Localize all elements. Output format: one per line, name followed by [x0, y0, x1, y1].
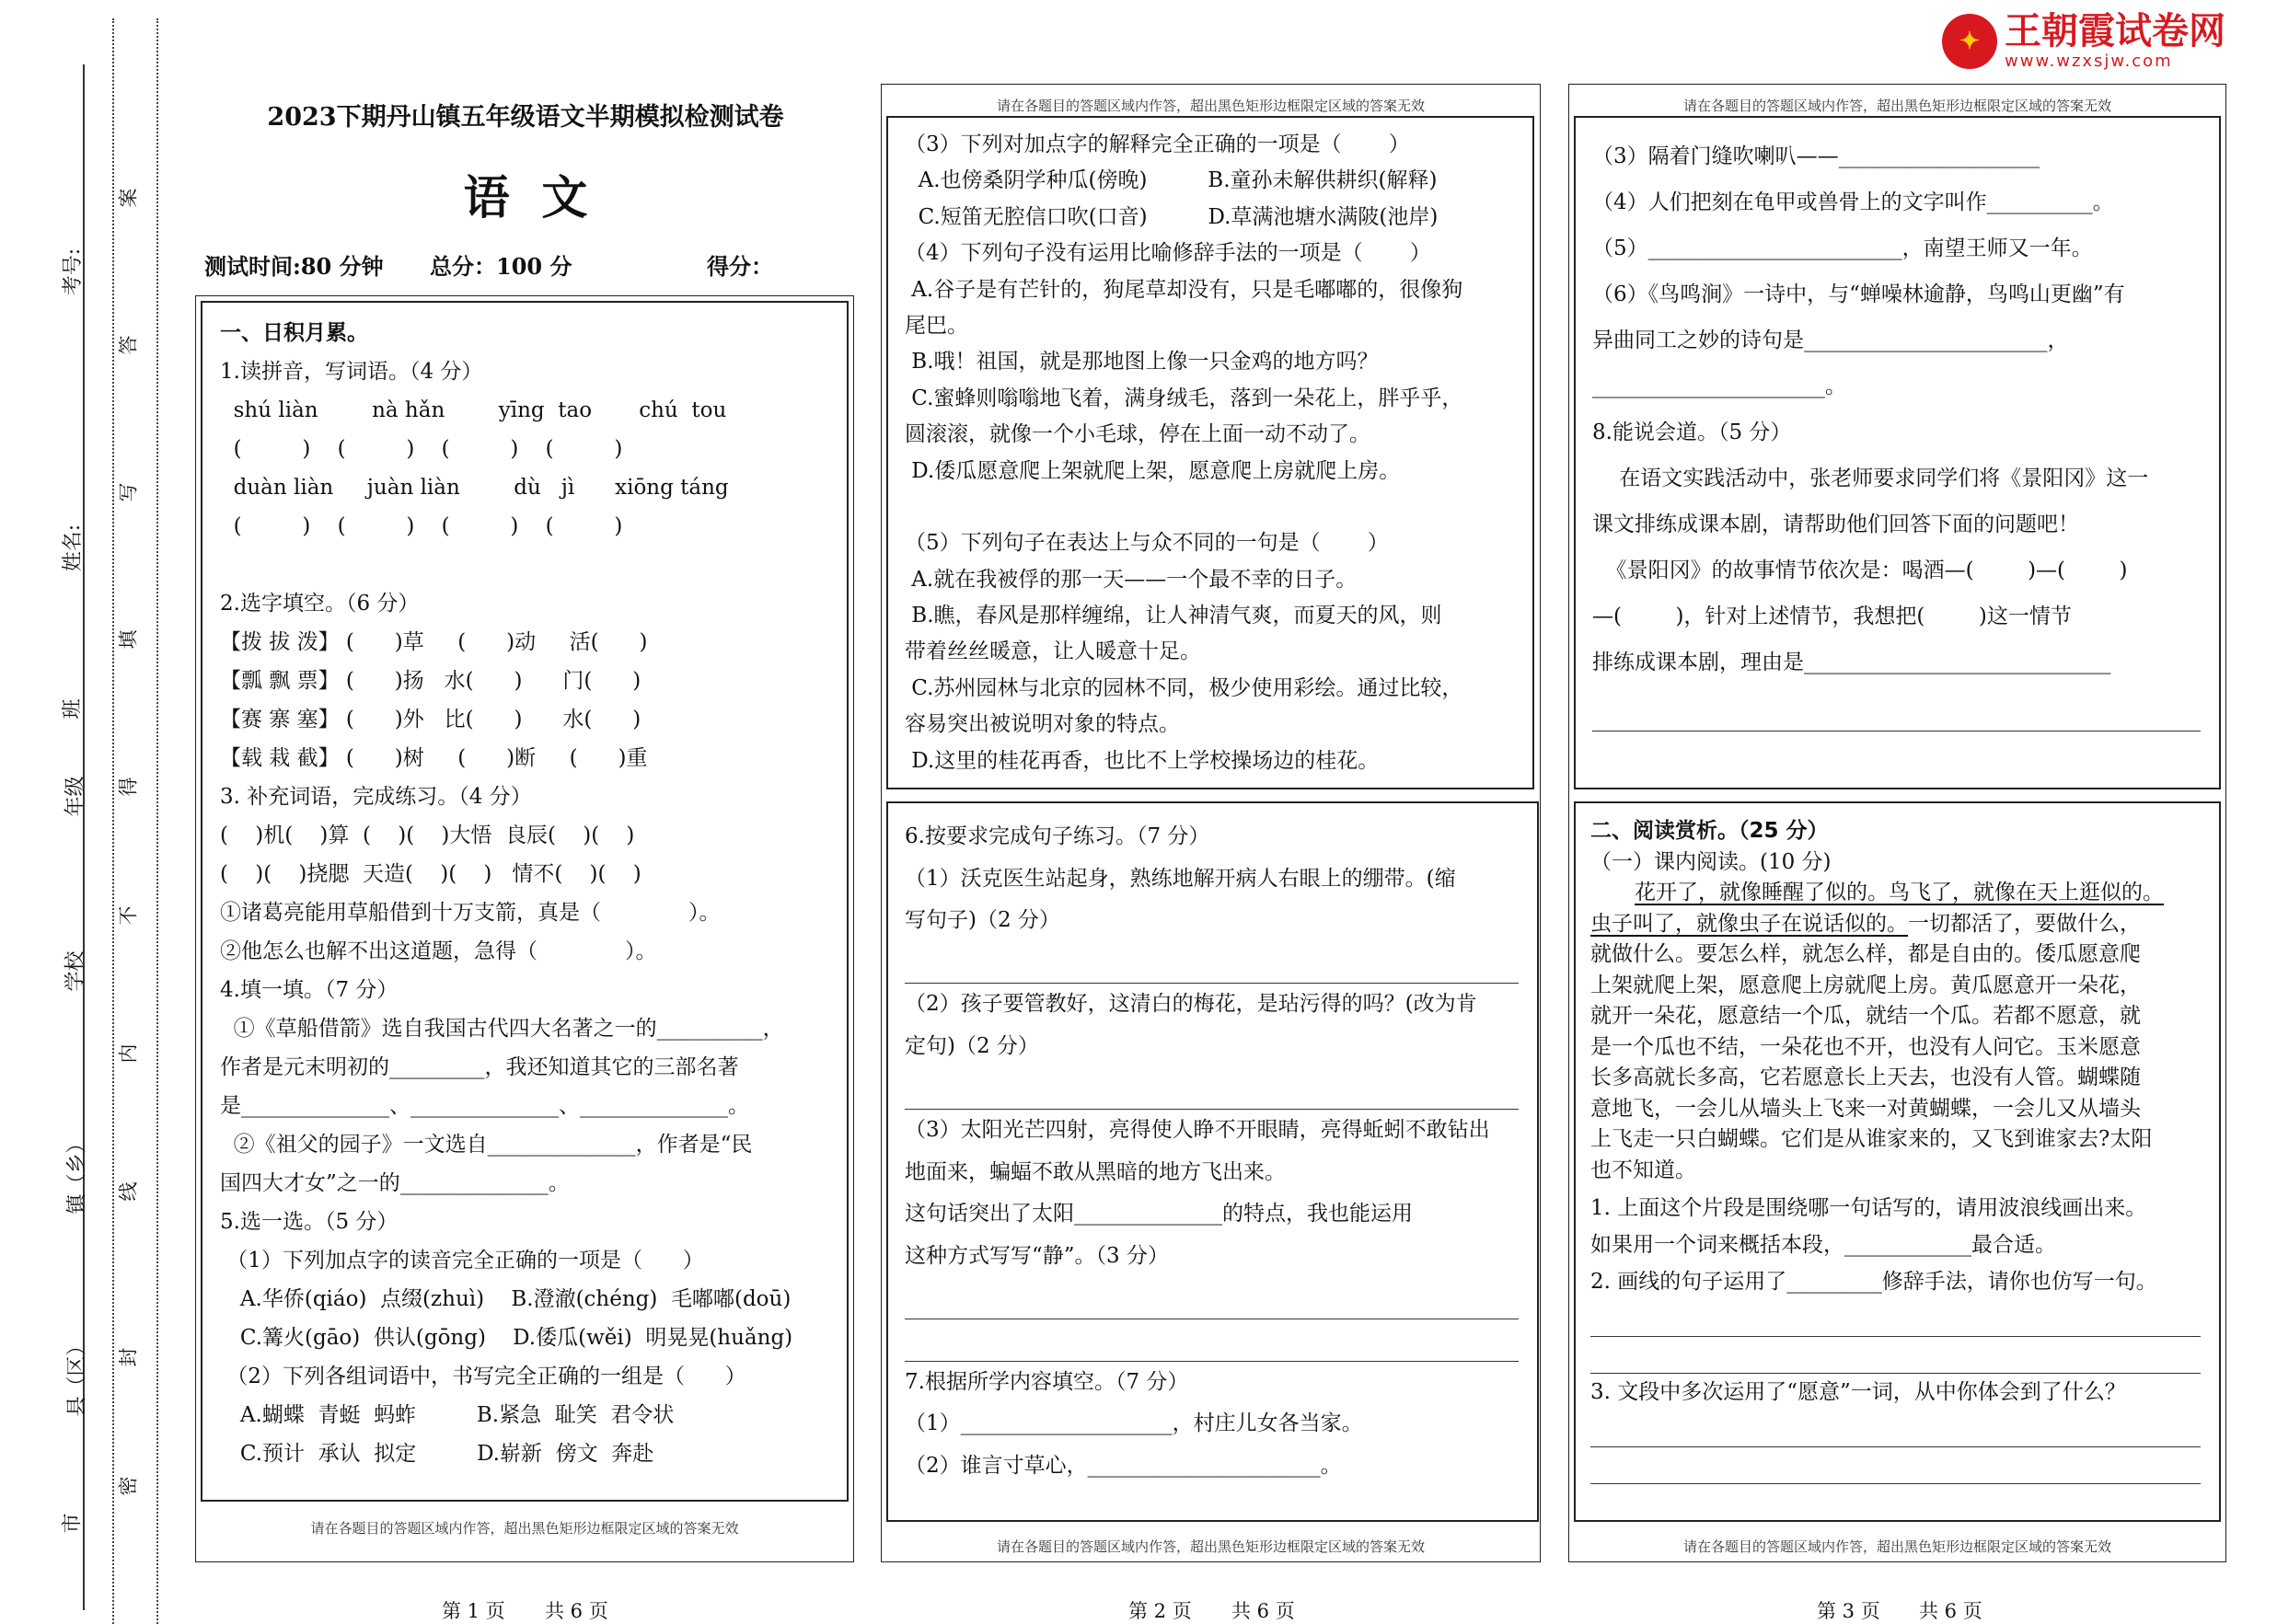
- question-text: 【瓢 飘 票】 ( )扬 水( ) 门( ): [220, 669, 641, 693]
- question-text: ( ) ( ) ( ) ( ): [220, 437, 623, 461]
- grade-label: 年级: [64, 776, 87, 817]
- question-text: 3. 补充词语，完成练习。（4 分）: [220, 785, 532, 809]
- exam-number-label: 考号:: [62, 248, 86, 296]
- question-text: 容易突出被说明对象的特点。: [905, 712, 1180, 737]
- question-text: ( ) ( ) ( ) ( ): [220, 514, 623, 538]
- page-total: 共 6 页: [1231, 1600, 1295, 1622]
- answer-area-note: 请在各题目的答题区域内作答，超出黑色矩形边框限定区域的答案无效: [310, 1520, 739, 1537]
- question-text: （5）下列句子在表达上与众不同的一句是（ ）: [905, 531, 1389, 556]
- blank-line: [220, 546, 847, 584]
- question-lines: [1590, 1190, 2219, 1484]
- question-text: （6）《鸟鸣涧》一诗中，与“蝉噪林逾静，鸟鸣山更幽”有: [1592, 282, 2125, 306]
- exam-time: 测试时间:80 分钟: [204, 253, 384, 280]
- seal-char: 内: [117, 1043, 140, 1064]
- seal-char: 密: [117, 1476, 140, 1496]
- reading-passage-line: 是一个瓜也不结，一朵花也不开，也没有人问它。玉米愿意: [1590, 1034, 2141, 1059]
- question-text: 这种方式写写“静”。（3 分）: [905, 1243, 1169, 1268]
- page3-answer-area-1: [1574, 116, 2221, 789]
- question-text: 尾巴。: [905, 313, 968, 338]
- question-text: A.就在我被俘的那一天——一个最不幸的日子。: [905, 567, 1358, 592]
- reading-passage-line: 也不知道。: [1590, 1158, 1696, 1182]
- answer-line[interactable]: [905, 1068, 1519, 1111]
- answer-area-note: 请在各题目的答题区域内作答，超出黑色矩形边框限定区域的答案无效: [996, 98, 1425, 114]
- question-text: C.短笛无腔信口吹(口音) D.草满池塘水满陂(池岸): [905, 204, 1439, 229]
- answer-line[interactable]: [1590, 1337, 2201, 1374]
- question-text: （1）____________________，村庄儿女各当家。: [905, 1411, 1363, 1436]
- answer-line[interactable]: [1590, 1411, 2201, 1447]
- question-text: （5）________________________，南望王师又一年。: [1592, 236, 2093, 260]
- question-lines: [905, 816, 1537, 1488]
- question-text: 5.选一选。（5 分）: [220, 1210, 399, 1234]
- question-text: 这句话突出了太阳______________的特点，我也能运用: [905, 1202, 1413, 1227]
- exam-title: 2023下期丹山镇五年级语文半期模拟检测试卷: [267, 103, 784, 132]
- answer-line[interactable]: [1592, 685, 2201, 731]
- question-text: ______________________。: [1592, 374, 1846, 398]
- question-text: ①诸葛亮能用草船借到十万支箭，真是（ ）。: [220, 901, 721, 925]
- reading-passage-line: 就做什么。要怎么样，就怎么样，都是自由的。倭瓜愿意爬: [1590, 942, 2141, 966]
- page2-answer-area-1: [886, 116, 1534, 789]
- question-text: C.预计 承认 拟定 D.崭新 傍文 奔赴: [220, 1442, 654, 1466]
- question-text: ②《祖父的园子》一文选自______________，作者是“民: [220, 1133, 753, 1157]
- underlined-sentence: 花开了，就像睡醒了似的。鸟飞了，就像在天上逛似的。: [1635, 881, 2164, 904]
- question-text: （1）沃克医生站起身，熟练地解开病人右眼上的绷带。(缩: [905, 866, 1456, 891]
- question-text: 8.能说会道。（5 分）: [1592, 420, 1792, 444]
- question-text: （2）下列各组词语中，书写完全正确的一组是（ ）: [220, 1365, 746, 1388]
- page1-answer-area: [201, 301, 849, 1502]
- question-text: （2）谁言寸草心，______________________。: [905, 1453, 1342, 1478]
- question-text: 在语文实践活动中，张老师要求同学们将《景阳冈》这一: [1592, 466, 2149, 490]
- answer-line[interactable]: [905, 942, 1519, 985]
- question-text: 地面来，蝙蝠不敢从黑暗的地方飞出来。: [905, 1159, 1286, 1184]
- question-text: 【拨 拔 泼】 ( )草 ( )动 活( ): [220, 630, 648, 654]
- name-label: 姓名:: [62, 524, 86, 572]
- reading-passage-line: 上架就爬上架，愿意爬上房就爬上房。黄瓜愿意开一朵花，: [1590, 973, 2141, 997]
- city-label: 市: [61, 1513, 85, 1534]
- subject-title: 语 文: [463, 170, 588, 225]
- question-lines: [1592, 133, 2219, 731]
- seal-char: 写: [117, 482, 140, 502]
- score-label: 得分：: [707, 253, 773, 280]
- total-score: 总分：100 分: [430, 253, 572, 280]
- seal-line: [112, 18, 158, 1624]
- question-text: C.苏州园林与北京的园林不同，极少使用彩绘。通过比较，: [905, 675, 1463, 700]
- question-text: C.篝火(gāo) 供认(gōng) D.倭瓜(wěi) 明晃晃(huǎng): [220, 1326, 793, 1350]
- page-number: 第 1 页: [442, 1600, 505, 1622]
- page-total: 共 6 页: [545, 1600, 608, 1622]
- answer-line[interactable]: [905, 1319, 1519, 1362]
- reading-passage-line: 就开一朵花，愿意结一个瓜，就结一个瓜。若都不愿意，就: [1590, 1004, 2141, 1028]
- school-label: 学校: [64, 950, 87, 992]
- question-text: （2）孩子要管教好，这清白的梅花，是玷污得的吗？(改为肯: [905, 992, 1477, 1017]
- question-lines: [905, 127, 1532, 779]
- question-text: 2. 画线的句子运用了_________修辞手法，请你也仿写一句。: [1590, 1270, 2157, 1294]
- blank-line: [905, 490, 1532, 525]
- subsection-heading: （一）课内阅读。(10 分): [1590, 849, 1832, 874]
- question-text: ②他怎么也解不出这道题，急得（ ）。: [220, 939, 657, 963]
- page-number: 第 2 页: [1128, 1600, 1192, 1622]
- question-text: 作者是元末明初的_________，我还知道其它的三部名著: [220, 1055, 739, 1079]
- reading-passage-line: 上飞走一只白蝴蝶。它们是从谁家来的，又飞到谁家去?太阳: [1590, 1127, 2153, 1151]
- seal-char: 答: [117, 335, 140, 355]
- seal-char: 封: [117, 1347, 140, 1367]
- reading-passage-line: [1590, 909, 2219, 940]
- question-text: （3）太阳光芒四射，亮得使人睁不开眼睛，亮得蚯蚓不敢钻出: [905, 1118, 1490, 1143]
- question-text: 1.读拼音，写词语。（4 分）: [220, 360, 483, 384]
- question-text: B.瞧，春风是那样缠绵，让人神清气爽，而夏天的风，则: [905, 604, 1442, 628]
- class-label: 班: [61, 698, 85, 720]
- question-text: 6.按要求完成句子练习。（7 分）: [905, 824, 1210, 848]
- seal-char: 填: [117, 629, 140, 650]
- page-total: 共 6 页: [1919, 1600, 1982, 1622]
- seal-char: 得: [117, 777, 140, 797]
- question-text: D.倭瓜愿意爬上架就爬上架，愿意爬上房就爬上房。: [905, 458, 1401, 483]
- question-text: A.华侨(qiáo) 点缀(zhuì) B.澄澈(chéng) 毛嘟嘟(doū): [220, 1287, 792, 1311]
- question-text: （4）人们把刻在龟甲或兽骨上的文字叫作__________。: [1592, 190, 2114, 214]
- answer-line[interactable]: [1590, 1447, 2201, 1484]
- question-text: 【赛 寨 塞】 ( )外 比( ) 水( ): [220, 708, 641, 731]
- question-text: 【载 栽 截】 ( )树 ( )断 ( )重: [220, 746, 648, 770]
- question-text: 异曲同工之妙的诗句是_______________________，: [1592, 328, 2069, 352]
- question-text: A.也傍桑阴学种瓜(傍晚) B.童孙未解供耕织(解释): [905, 168, 1438, 193]
- question-text: —( )，针对上述情节，我想把( )这一情节: [1592, 605, 2072, 628]
- question-text: （3）下列对加点字的解释完全正确的一项是（ ）: [905, 132, 1410, 156]
- question-text: 7.根据所学内容填空。（7 分）: [905, 1369, 1189, 1394]
- town-label: 镇（乡）: [65, 1133, 89, 1215]
- question-text: C.蜜蜂则嗡嗡地飞着，满身绒毛，落到一朵花上，胖乎乎，: [905, 386, 1463, 410]
- question-text: B.哦！祖国，就是那地图上像一只金鸡的地方吗？: [905, 350, 1379, 374]
- reading-passage-line: 长多高就长多高，它若愿意长上天去，也没有人管。蝴蝶随: [1590, 1065, 2141, 1089]
- question-text: shú liàn nà hǎn yīng tao chú tou: [220, 398, 727, 422]
- question-lines: [220, 314, 847, 1473]
- question-text: 定句)（2 分）: [905, 1033, 1039, 1058]
- question-text: ( )机( )算 ( )( )大悟 良辰( )( ): [220, 824, 635, 847]
- answer-area-note: 请在各题目的答题区域内作答，超出黑色矩形边框限定区域的答案无效: [996, 1538, 1425, 1555]
- reading-passage-line: [1590, 878, 2219, 909]
- question-text: ( )( )挠腮 天造( )( ) 情不( )( ): [220, 862, 641, 886]
- page2-answer-area-2: [886, 801, 1539, 1522]
- seal-char: 不: [117, 905, 140, 926]
- seal-char: 线: [117, 1181, 140, 1202]
- question-text: 4.填一填。（7 分）: [220, 978, 399, 1002]
- question-text: 如果用一个词来概括本段，____________最合适。: [1590, 1233, 2056, 1257]
- question-text: （3）隔着门缝吹喇叭——___________________: [1592, 144, 2040, 168]
- reading-passage-line: 意地飞，一会儿从墙头上飞来一对黄蝴蝶，一会儿又从墙头: [1590, 1096, 2141, 1121]
- question-text: 一、日积月累。: [220, 321, 368, 345]
- page3-answer-area-2: [1574, 801, 2221, 1522]
- question-text: A.谷子是有芒针的，狗尾草却没有，只是毛嘟嘟的，很像狗: [905, 277, 1463, 302]
- question-text: duàn liàn juàn liàn dù jì xiōng táng: [220, 476, 729, 500]
- question-text: 2.选字填空。（6 分）: [220, 592, 420, 616]
- answer-area-note: 请在各题目的答题区域内作答，超出黑色矩形边框限定区域的答案无效: [1682, 1538, 2111, 1555]
- question-text: 圆滚滚，就像一个小毛球，停在上面一动不动了。: [905, 422, 1370, 447]
- question-text: （1）下列加点字的读音完全正确的一项是（ ）: [220, 1249, 704, 1273]
- county-label: 县（区）: [65, 1335, 89, 1417]
- question-text: 排练成课本剧，理由是_____________________________: [1592, 651, 2111, 674]
- question-text: A.蝴蝶 青蜓 蚂蚱 B.紧急 耻笑 君令状: [220, 1403, 675, 1427]
- question-text: 3. 文段中多次运用了“愿意”一词，从中你体会到了什么？: [1590, 1380, 2126, 1404]
- answer-line[interactable]: [905, 1278, 1519, 1320]
- question-text: （4）下列句子没有运用比喻修辞手法的一项是（ ）: [905, 241, 1431, 266]
- question-text: ①《草船借箭》选自我国古代四大名著之一的__________，: [220, 1017, 784, 1041]
- answer-area-note: 请在各题目的答题区域内作答，超出黑色矩形边框限定区域的答案无效: [1682, 98, 2111, 114]
- section-heading: 二、阅读赏析。（25 分）: [1590, 819, 1829, 843]
- passage-text: 一切都活了，要做什么，: [1908, 911, 2141, 936]
- page-number: 第 3 页: [1817, 1600, 1880, 1622]
- seal-char: 案: [117, 188, 140, 208]
- answer-line[interactable]: [1590, 1300, 2201, 1337]
- logo-name: 王朝霞试卷网: [2005, 10, 2225, 52]
- question-text: 是______________、______________、______________。: [220, 1094, 749, 1118]
- logo-emblem-icon: ✦: [1942, 14, 1997, 69]
- logo: [1942, 11, 2225, 71]
- question-text: D.这里的桂花再香，也比不上学校操场边的桂花。: [905, 748, 1380, 773]
- question-text: 国四大才女”之一的______________。: [220, 1171, 570, 1195]
- underlined-sentence: 虫子叫了，就像虫子在说话似的。: [1590, 911, 1908, 936]
- question-text: 课文排练成课本剧，请帮助他们回答下面的问题吧！: [1592, 513, 2079, 536]
- logo-url: www.wzxsjw.com: [2005, 52, 2173, 71]
- question-text: 写句子)（2 分）: [905, 908, 1060, 933]
- question-text: 带着丝丝暖意，让人暖意十足。: [905, 639, 1201, 664]
- question-text: 《景阳冈》的故事情节依次是：喝酒—( )—( ): [1592, 559, 2128, 582]
- question-text: 1. 上面这个片段是围绕哪一句话写的，请用波浪线画出来。: [1590, 1196, 2147, 1220]
